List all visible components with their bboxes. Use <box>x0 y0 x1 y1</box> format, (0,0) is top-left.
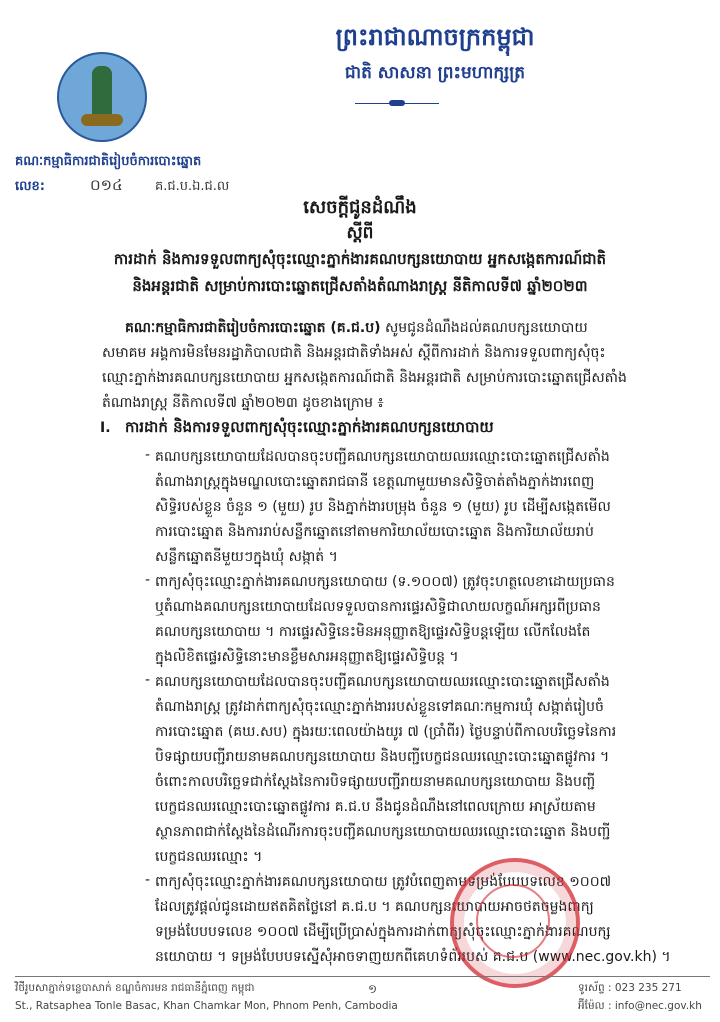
bullet-marker: - <box>145 872 151 888</box>
ref-suffix: គ.ជ.ប.ឯ.ជ.ល <box>155 179 230 194</box>
ornament-divider <box>355 103 439 104</box>
bullet-3-line: បេក្ខជនឈរឈ្មោះបោះឆ្នោតផ្លូវការ គ.ជ.ប នឹងជូនដំណឹងនៅពេលក្រោយ អាស្រ័យតាម <box>155 799 596 815</box>
organization-name: គណៈកម្មាធិការជាតិរៀបចំការបោះឆ្នោត <box>15 154 202 169</box>
intro-text: សូមជូនដំណឹងដល់គណបក្សនយោបាយ <box>384 320 588 336</box>
bullet-3-line: គណបក្សនយោបាយដែលបានចុះបញ្ជីគណបក្សនយោបាយឈរឈ្មោះបោះឆ្នោតជ្រើសតាំង <box>155 674 610 690</box>
intro-line-3: ឈ្មោះភ្នាក់ងារគណបក្សនយោបាយ អ្នកសង្កេតការណ៍ជាតិ និងអន្តរជាតិ សម្រាប់ការបោះឆ្នោតជ្រើសតាំង <box>102 370 627 386</box>
bullet-4-line: ទម្រង់បែបបទលេខ ១០០៧ ដើម្បីប្រើប្រាស់ក្នុងការដាក់ពាក្យសុំចុះឈ្មោះភ្នាក់ងារគណបក្ស <box>155 924 611 940</box>
section-heading: ការដាក់ និងការទទួលពាក្យសុំចុះឈ្មោះភ្នាក់ងារគណបក្សនយោបាយ <box>125 418 494 436</box>
ref-label: លេខ: <box>15 179 45 194</box>
intro-line-2: សមាគម អង្គការមិនមែនរដ្ឋាភិបាលជាតិ និងអន្តរជាតិទាំងអស់ ស្តីពីការដាក់ និងការទទួលពាក្យសុំចុះ <box>102 345 606 361</box>
page-number: ១ <box>368 982 378 996</box>
subject-line-1: ការដាក់ និងការទទួលពាក្យសុំចុះឈ្មោះភ្នាក់ងារគណបក្សនយោបាយ អ្នកសង្កេតការណ៍ជាតិ <box>113 250 607 268</box>
bullet-3-line: ស្ថានភាពជាក់ស្តែងនៃដំណើរការចុះបញ្ជីគណបក្សនយោបាយឈរឈ្មោះបោះឆ្នោត និងបញ្ជី <box>155 824 611 840</box>
intro-bold-lead: គណៈកម្មាធិការជាតិរៀបចំការបោះឆ្នោត (គ.ជ.ប) <box>125 320 381 336</box>
subject-line-2: និងអន្តរជាតិ សម្រាប់ការបោះឆ្នោតជ្រើសតាំងតំណាងរាស្ត្រ នីតិកាលទី៧ ឆ្នាំ២០២៣ <box>132 277 588 295</box>
bullet-2-line: ឬតំណាងគណបក្សនយោបាយដែលទទួលបានការផ្ទេរសិទ្ធិជាលាយលក្ខណ៍អក្សរពីប្រធាន <box>155 599 601 615</box>
bullet-4-line: ពាក្យសុំចុះឈ្មោះភ្នាក់ងារគណបក្សនយោបាយ ត្រូវបំពេញតាមទម្រង់បែបបទលេខ ១០០៧ <box>155 874 612 890</box>
footer-divider <box>15 976 710 977</box>
bullet-2-line: ក្នុងលិខិតផ្ទេរសិទ្ធិនោះមានខ្លឹមសារអនុញ្ញាតឱ្យផ្ទេរសិទ្ធិបន្ត ។ <box>155 649 459 665</box>
document-title: សេចក្តីជូនដំណឹង <box>303 197 417 218</box>
ref-number: ០១៤ <box>90 176 123 194</box>
bullet-1-line: តំណាងរាស្ត្រក្នុងមណ្ឌលបោះឆ្នោតរាជធានី ខេត្តណាមួយមានសិទ្ធិចាត់តាំងភ្នាក់ងារពេញ <box>155 474 595 490</box>
footer-address-en: St., Ratsaphea Tonle Basac, Khan Chamkar Mon, Phnom Penh, Cambodia <box>15 1000 398 1012</box>
intro-line-1 <box>125 318 690 338</box>
nec-logo <box>57 52 147 142</box>
footer-email: អ៊ីម៉ែល : info@nec.gov.kh <box>578 1000 702 1012</box>
footer-phone: ទូរស័ព្ទ : 023 235 271 <box>578 982 682 994</box>
motto: ជាតិ សាសនា ព្រះមហាក្សត្រ <box>344 63 526 83</box>
kingdom-heading: ព្រះរាជាណាចក្រកម្ពុជា <box>335 23 535 51</box>
bullet-4-line: ដែលត្រូវផ្តល់ជូនដោយឥតគិតថ្លៃនៅ គ.ជ.ប ។ គណបក្សនយោបាយអាចថតចម្លងពាក្យ <box>155 899 594 915</box>
bullet-marker: - <box>145 447 151 463</box>
bullet-3-line: ចំពោះកាលបរិច្ឆេទជាក់ស្តែងនៃការបិទផ្សាយបញ្ជីរាយនាមគណបក្សនយោបាយ និងបញ្ជី <box>155 774 596 790</box>
bullet-3-line: បិទផ្សាយបញ្ជីរាយនាមគណបក្សនយោបាយ និងបញ្ជីបេក្ខជនឈរឈ្មោះបោះឆ្នោតផ្លូវការ ។ <box>155 749 610 765</box>
bullet-2-line: គណបក្សនយោបាយ ។ ការផ្ទេរសិទ្ធិនេះមិនអនុញ្ញាតឱ្យផ្ទេរសិទ្ធិបន្តឡើយ លើកលែងតែ <box>155 624 591 640</box>
bullet-1-line: គណបក្សនយោបាយដែលបានចុះបញ្ជីគណបក្សនយោបាយឈរឈ្មោះបោះឆ្នោតជ្រើសតាំង <box>155 449 610 465</box>
bullet-3-line: បេក្ខជនឈរឈ្មោះ ។ <box>155 849 263 865</box>
intro-line-4: តំណាងរាស្ត្រ នីតិកាលទី៧ ឆ្នាំ២០២៣ ដូចខាងក្រោម ៖ <box>102 395 384 411</box>
footer-address-kh: វិថីរូបសាភ្នាក់ទន្លេបាសាក់ ខណ្ឌចំការមន រាជធានីភ្នំពេញ កម្ពុជា <box>15 982 255 994</box>
title-about: ស្តីពី <box>346 223 374 243</box>
bullet-2-line: ពាក្យសុំចុះឈ្មោះភ្នាក់ងារគណបក្សនយោបាយ (ទ.១០០៧) ត្រូវចុះហត្ថលេខាដោយប្រធាន <box>155 574 615 590</box>
bullet-marker: - <box>145 672 151 688</box>
bullet-1-line: ការបោះឆ្នោត និងការរាប់សន្លឹកឆ្នោតនៅតាមការិយាល័យបោះឆ្នោត និងការិយាល័យរាប់ <box>155 524 594 540</box>
bullet-4-line: នយោបាយ ។ ទម្រង់បែបបទស្នើសុំអាចទាញយកពីគេហទំព័ររបស់ គ.ជ.ប (www.nec.gov.kh) ។ <box>155 949 671 965</box>
bullet-1-line: សិទ្ធិរបស់ខ្លួន ចំនួន ១ (មួយ) រូប និងភ្នាក់ងារបម្រុង ចំនួន ១ (មួយ) រូប ដើម្បីសង្កេតមើល <box>155 499 611 515</box>
bullet-1-line: សន្លឹកឆ្នោតនីមួយៗក្នុងឃុំ សង្កាត់ ។ <box>155 549 338 565</box>
bullet-3-line: តំណាងរាស្ត្រ ត្រូវដាក់ពាក្យសុំចុះឈ្មោះភ្នាក់ងាររបស់ខ្លួនទៅគណៈកម្មការឃុំ សង្កាត់រៀបចំ <box>155 699 604 715</box>
section-number: I. <box>100 420 111 436</box>
bullet-marker: - <box>145 572 151 588</box>
bullet-3-line: ការបោះឆ្នោត (គឃ.សប) ក្នុងរយៈពេលយ៉ាងយូរ ៧ (ប្រាំពីរ) ថ្ងៃបន្ទាប់ពីកាលបរិច្ឆេទនៃការ <box>155 724 617 740</box>
official-stamp <box>450 858 580 988</box>
